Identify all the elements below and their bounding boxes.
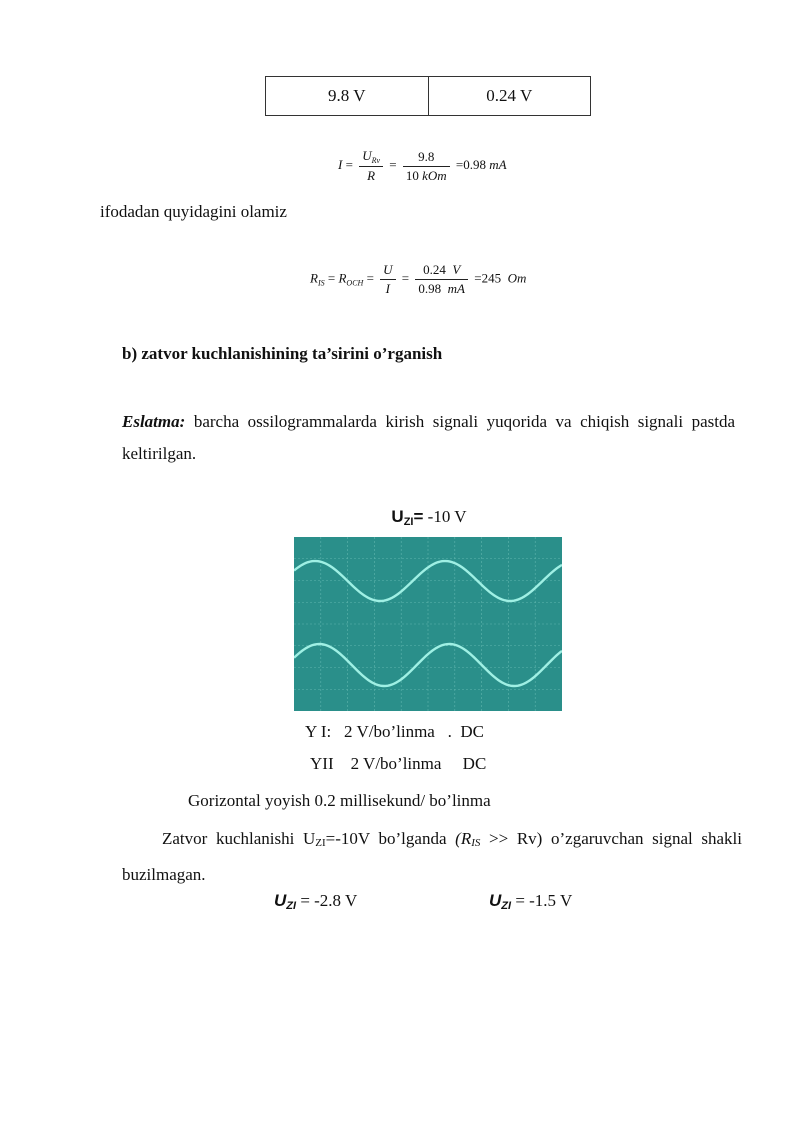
scale-horizontal: Gorizontal yoyish 0.2 millisekund/ bo’linma	[188, 791, 491, 810]
oscillogram-title-u: U	[391, 507, 404, 526]
formula-resistance-num-var: U	[380, 262, 395, 280]
note-text: barcha ossilogrammalarda kirish signali yuqorida va chiqish signali pastda keltirilgan.	[122, 412, 735, 463]
table-cell-voltage-2: 0.24 V	[428, 77, 591, 116]
formula-resistance-result: 245	[481, 270, 502, 286]
oscillogram-title-eq: =	[413, 507, 424, 526]
conclusion-sub1: ZI	[315, 837, 326, 849]
formula-current-den: R	[367, 168, 376, 183]
conclusion-paren: (	[455, 829, 461, 848]
uzi-value-1-u: U	[274, 891, 287, 910]
conclusion-r: R	[460, 829, 472, 848]
oscilloscope-screen	[294, 537, 562, 711]
formula-current-eq1: =	[345, 156, 353, 172]
formula-resistance	[310, 262, 526, 297]
text-ifodadan: ifodadan quyidagini olamiz	[100, 202, 287, 221]
formula-resistance-r1-sub: IS	[317, 278, 325, 288]
conclusion-part1: Zatvor kuchlanishi U	[162, 829, 316, 848]
formula-resistance-num-unit: V	[452, 262, 461, 277]
uzi-value-2	[489, 887, 572, 920]
section-heading-b: b) zatvor kuchlanishining ta’sirini o’rganish	[122, 344, 443, 363]
formula-resistance-eq2: =	[366, 270, 374, 286]
formula-current-fraction-symbolic	[359, 148, 383, 184]
oscillogram-title-value: -10 V	[423, 507, 467, 526]
uzi-value-2-sub: ZI	[501, 900, 512, 912]
oscillogram-title	[0, 503, 800, 536]
formula-resistance-den-var: I	[385, 281, 391, 296]
formula-current-result: 0.98	[463, 156, 486, 172]
uzi-value-1-sub: ZI	[286, 900, 297, 912]
uzi-value-2-u: U	[489, 891, 502, 910]
formula-resistance-eq4: =	[474, 270, 482, 286]
formula-current-num-value: 9.8	[403, 149, 450, 167]
conclusion-part4: o’zgaruvchan signal shakli buzilmagan.	[122, 829, 742, 884]
formula-resistance-den-value: 0.98	[418, 281, 442, 296]
formula-current-num-sub: Rv	[371, 156, 381, 165]
formula-current-den-unit: kOm	[422, 167, 447, 183]
formula-resistance-r2: R	[338, 270, 347, 286]
table-cell-voltage-1: 9.8 V	[266, 77, 429, 116]
formula-current-num-var: U	[362, 148, 372, 163]
oscillogram-title-sub: ZI	[403, 516, 414, 528]
formula-resistance-result-unit: Om	[507, 270, 527, 286]
formula-current-eq3: =	[455, 156, 464, 172]
value-table	[265, 76, 591, 116]
formula-current	[338, 148, 507, 184]
formula-current-result-unit: mA	[489, 156, 507, 172]
scale-yii: YII 2 V/bo’linma DC	[310, 754, 487, 773]
note-label: Eslatma:	[122, 412, 186, 431]
formula-resistance-fraction-numeric	[415, 262, 468, 297]
formula-current-den-value: 10	[405, 167, 419, 183]
formula-resistance-r2-sub: OCH	[346, 278, 364, 288]
conclusion-part3: >> Rv)	[480, 829, 543, 848]
uzi-value-2-value: = -1.5 V	[511, 891, 573, 910]
uzi-value-1	[274, 887, 357, 920]
formula-current-lhs: I	[338, 156, 343, 172]
formula-current-fraction-numeric	[403, 149, 450, 184]
formula-resistance-fraction-symbolic	[380, 262, 395, 297]
note-paragraph	[122, 406, 735, 470]
conclusion-part2: =-10V bo’lganda	[325, 829, 456, 848]
conclusion-r-sub: IS	[471, 837, 481, 849]
formula-resistance-num-value: 0.24	[423, 262, 446, 277]
formula-resistance-eq3: =	[401, 270, 410, 286]
conclusion-paragraph	[122, 823, 742, 891]
formula-resistance-r1: R	[310, 270, 318, 286]
formula-current-eq2: =	[389, 156, 397, 172]
formula-resistance-eq1: =	[327, 270, 336, 286]
scale-yi: Y I: 2 V/bo’linma . DC	[305, 722, 484, 741]
formula-resistance-den-unit: mA	[447, 281, 465, 296]
uzi-value-1-value: = -2.8 V	[296, 891, 358, 910]
